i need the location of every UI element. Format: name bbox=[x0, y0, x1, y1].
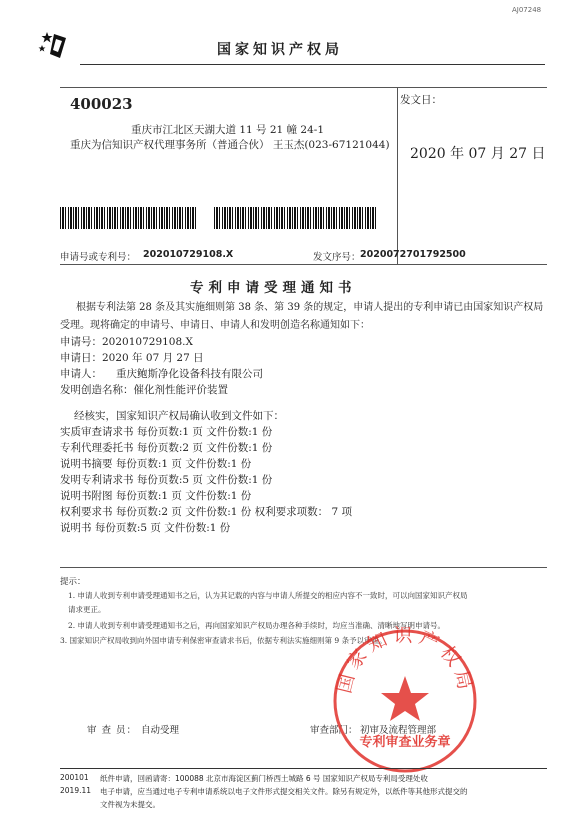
note-line: 2. 申请人收到专利申请受理通知书之后，再向国家知识产权局办理各种手续时，均应当准确、清晰地写明申请号。 bbox=[68, 621, 446, 630]
box-divider bbox=[397, 87, 398, 265]
received-file-row: 发明专利请求书 每份页数:5 页 文件份数:1 份 bbox=[60, 474, 273, 486]
note-line: 请求更正。 bbox=[68, 605, 106, 614]
svg-text:专利审查业务章: 专利审查业务章 bbox=[359, 735, 451, 750]
field-app-no bbox=[60, 334, 193, 349]
received-intro: 经核实，国家知识产权局确认收到文件如下： bbox=[74, 410, 284, 422]
agency-title: 国家知识产权局 bbox=[217, 42, 343, 58]
received-file-row: 说明书摘要 每份页数:1 页 文件份数:1 份 bbox=[60, 458, 252, 470]
date-label: 发文日： bbox=[400, 94, 442, 106]
field-invention-name bbox=[60, 382, 228, 397]
footer-code-2: 2019.11 bbox=[60, 786, 92, 795]
received-file-row: 说明书附图 每份页数:1 页 文件份数:1 份 bbox=[60, 490, 252, 502]
field-label: 申请号： bbox=[60, 336, 102, 348]
notice-title: 专利申请受理通知书 bbox=[190, 280, 357, 296]
footer-line-1: 纸件申请，回函请寄：100088 北京市海淀区蓟门桥西土城路 6 号 国家知识产权局专利局受理处收 bbox=[100, 774, 428, 783]
note-line: 3. 国家知识产权局收到向外国申请专利保密审查请求书后，依据专利法实施细则第 9 条予以审查。 bbox=[60, 636, 387, 645]
received-file-row: 实质审查请求书 每份页数:1 页 文件份数:1 份 bbox=[60, 426, 273, 438]
footer-line-3: 文件视为未提交。 bbox=[100, 800, 160, 809]
field-label: 申请人： bbox=[60, 368, 102, 380]
intro-line-2: 受理。现将确定的申请号、申请日、申请人和发明创造名称通知如下： bbox=[60, 320, 370, 331]
dept-value: 初审及流程管理部 bbox=[360, 725, 437, 736]
intro-line-1: 根据专利法第 28 条及其实施细则第 38 条、第 39 条的规定，申请人提出的专利申请已由国家知识产权局 bbox=[76, 302, 544, 313]
app-no-label: 申请号或专利号： bbox=[60, 252, 137, 263]
serial-label: 发文序号： bbox=[313, 252, 361, 263]
received-file-row: 说明书 每份页数:5 页 文件份数:1 份 bbox=[60, 522, 231, 534]
field-label: 申请日： bbox=[60, 352, 102, 364]
dept-label: 审查部门： bbox=[310, 725, 358, 736]
field-label: 发明创造名称： bbox=[60, 384, 134, 396]
official-seal-stamp bbox=[330, 626, 480, 776]
field-value: 2020 年 07 月 27 日 bbox=[102, 352, 204, 364]
box-top-rule bbox=[60, 87, 547, 88]
footer-code-1: 200101 bbox=[60, 773, 89, 782]
date-value: 2020 年 07 月 27 日 bbox=[410, 146, 546, 162]
field-applicant bbox=[60, 366, 263, 381]
field-app-date bbox=[60, 350, 204, 365]
footer-line-2: 电子申请，应当通过电子专利申请系统以电子文件形式提交相关文件。除另有规定外，以纸件等其他形式提交的 bbox=[100, 787, 468, 796]
footer-top-rule bbox=[60, 768, 547, 769]
examiner-label: 审 查 员： bbox=[87, 725, 138, 736]
field-value: 催化剂性能评价装置 bbox=[133, 384, 228, 396]
document-code: AJ07248 bbox=[512, 6, 542, 14]
header-rule bbox=[80, 64, 545, 65]
postcode: 400023 bbox=[70, 95, 133, 113]
field-value: 202010729108.X bbox=[102, 336, 193, 348]
notes-top-rule bbox=[60, 567, 547, 568]
app-no-value: 202010729108.X bbox=[143, 249, 234, 260]
svg-text:国家知识产权局: 国家知识产权局 bbox=[333, 626, 477, 697]
barcode-middle bbox=[214, 207, 377, 229]
serial-value: 2020072701792500 bbox=[360, 249, 466, 260]
box-bottom-rule bbox=[60, 264, 547, 265]
received-file-row: 权利要求书 每份页数:2 页 文件份数:1 份 权利要求项数： 7 项 bbox=[60, 506, 352, 518]
recipient-agency: 重庆为信知识产权代理事务所（普通合伙） 王玉杰(023-67121044) bbox=[70, 139, 390, 151]
barcode-left bbox=[60, 207, 197, 229]
field-value: 重庆鲍斯净化设备科技有限公司 bbox=[116, 368, 263, 380]
examiner-value: 自动受理 bbox=[141, 725, 180, 736]
cnipa-emblem-icon bbox=[38, 30, 68, 60]
notes-heading: 提示： bbox=[60, 577, 86, 587]
note-line: 1. 申请人收到专利申请受理通知书之后，认为其记载的内容与申请人所提交的相应内容不一致时，可以向国家知识产权局 bbox=[68, 591, 468, 600]
received-file-row: 专利代理委托书 每份页数:2 页 文件份数:1 份 bbox=[60, 442, 273, 454]
recipient-address: 重庆市江北区天湖大道 11 号 21 幢 24-1 bbox=[131, 124, 324, 136]
